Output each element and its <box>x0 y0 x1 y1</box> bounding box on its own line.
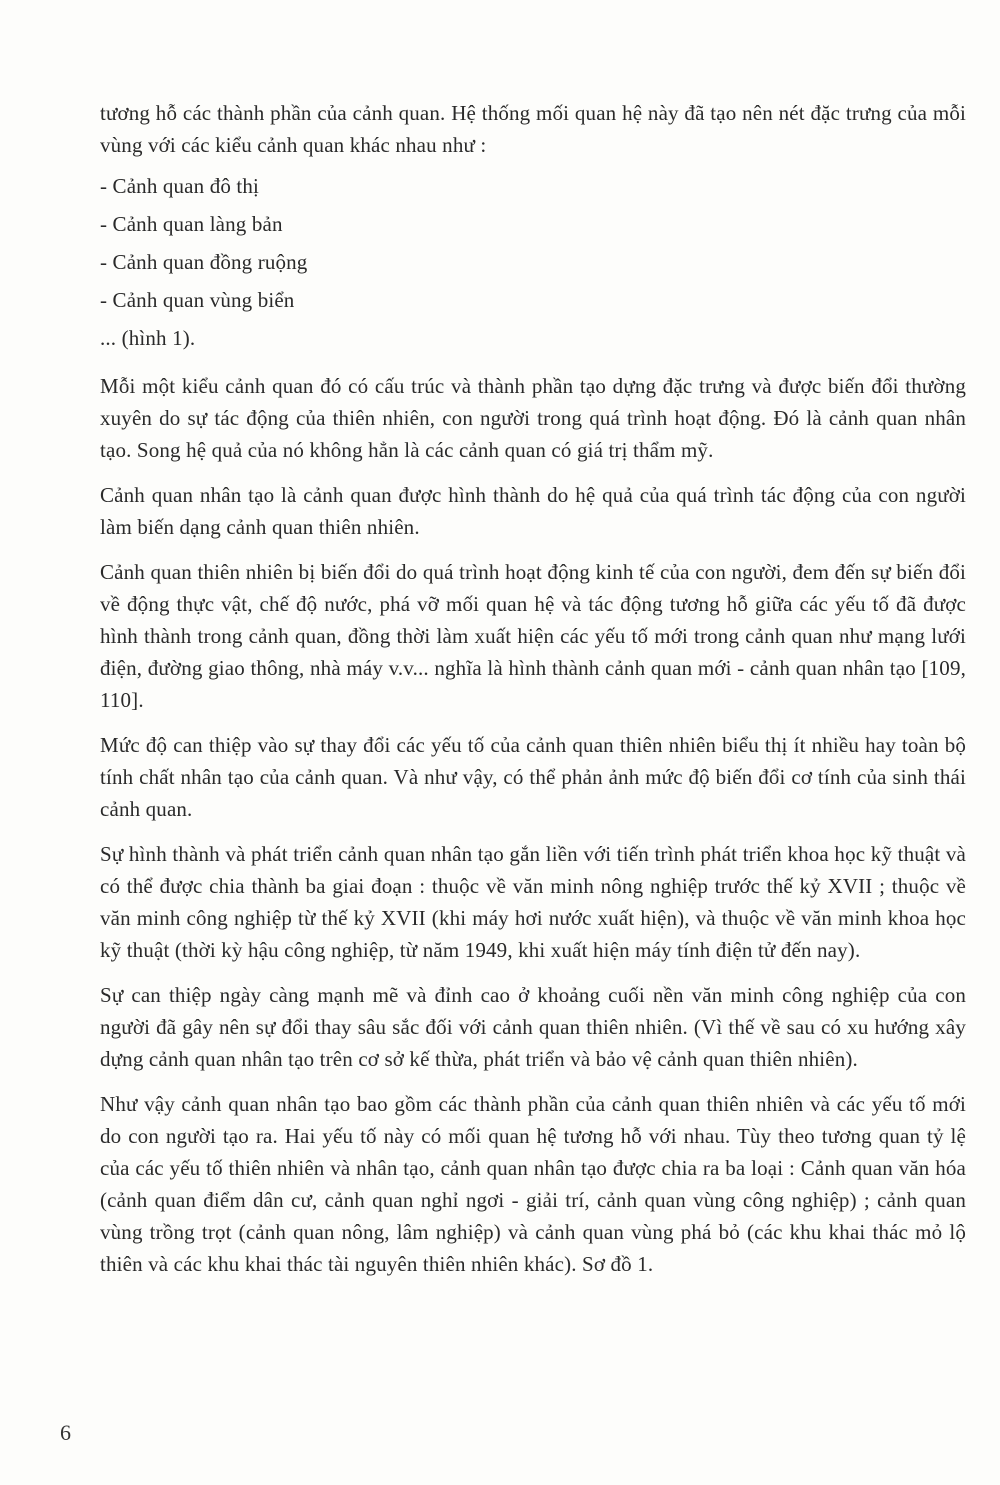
list-item: ... (hình 1). <box>100 326 196 350</box>
paragraph-intro: tương hỗ các thành phần của cảnh quan. Hệ thống mối quan hệ này đã tạo nên nét đặc trưng của mỗi vùng với các kiểu cảnh quan khác nhau như : <box>100 101 966 157</box>
list-item: - Cảnh quan đồng ruộng <box>100 250 308 274</box>
list-item: - Cảnh quan đô thị <box>100 174 260 198</box>
paragraph: Như vậy cảnh quan nhân tạo bao gồm các thành phần của cảnh quan thiên nhiên và các yếu tố mới do con người tạo ra. Hai yếu tố này có mối quan hệ tương hỗ với nhau. Tùy theo tương quan tỷ lệ của các yếu tố thiên nhiên và nhân tạo, cảnh quan nhân tạo được chia ra ba loại : Cảnh quan văn hóa (cảnh quan điểm dân cư, cảnh quan nghỉ ngơi - giải trí, cảnh quan vùng công nghiệp) ; cảnh quan vùng trồng trọt (cảnh quan nông, lâm nghiệp) và cảnh quan vùng phá bỏ (các khu khai thác mỏ lộ thiên và các khu khai thác tài nguyên thiên nhiên khác). Sơ đồ 1. <box>100 1092 966 1276</box>
paragraph: Cảnh quan nhân tạo là cảnh quan được hình thành do hệ quả của quá trình tác động của con người làm biến dạng cảnh quan thiên nhiên. <box>100 483 966 539</box>
list-item: - Cảnh quan làng bản <box>100 212 283 236</box>
page-body <box>100 97 966 1280</box>
list-item: - Cảnh quan vùng biển <box>100 288 295 312</box>
landscape-type-list <box>100 167 966 357</box>
paragraph: Mỗi một kiểu cảnh quan đó có cấu trúc và thành phần tạo dựng đặc trưng và được biến đổi thường xuyên do sự tác động của thiên nhiên, con người trong quá trình hoạt động. Đó là cảnh quan nhân tạo. Song hệ quả của nó không hẳn là các cảnh quan có giá trị thẩm mỹ. <box>100 374 966 462</box>
paragraph: Sự hình thành và phát triển cảnh quan nhân tạo gắn liền với tiến trình phát triển khoa học kỹ thuật và có thể được chia thành ba giai đoạn : thuộc về văn minh nông nghiệp trước thế kỷ XVII ; thuộc về văn minh công nghiệp từ thế kỷ XVII (khi máy hơi nước xuất hiện), và thuộc về văn minh khoa học kỹ thuật (thời kỳ hậu công nghiệp, từ năm 1949, khi xuất hiện máy tính điện tử đến nay). <box>100 842 966 962</box>
paragraph: Cảnh quan thiên nhiên bị biến đổi do quá trình hoạt động kinh tế của con người, đem đến sự biến đổi về động thực vật, chế độ nước, phá vỡ mối quan hệ và tác động tương hỗ giữa các yếu tố đã được hình thành trong cảnh quan, đồng thời làm xuất hiện các yếu tố mới trong cảnh quan như mạng lưới điện, đường giao thông, nhà máy v.v... nghĩa là hình thành cảnh quan mới - cảnh quan nhân tạo [109, 110]. <box>100 560 966 712</box>
page-number: 6 <box>60 1420 71 1445</box>
paragraph: Sự can thiệp ngày càng mạnh mẽ và đỉnh cao ở khoảng cuối nền văn minh công nghiệp của con người đã gây nên sự đổi thay sâu sắc đối với cảnh quan thiên nhiên. (Vì thế về sau có xu hướng xây dựng cảnh quan nhân tạo trên cơ sở kế thừa, phát triển và bảo vệ cảnh quan thiên nhiên). <box>100 983 966 1071</box>
paragraph: Mức độ can thiệp vào sự thay đổi các yếu tố của cảnh quan thiên nhiên biểu thị ít nhiều hay toàn bộ tính chất nhân tạo của cảnh quan. Và như vậy, có thể phản ảnh mức độ biến đổi cơ tính của sinh thái cảnh quan. <box>100 733 966 821</box>
